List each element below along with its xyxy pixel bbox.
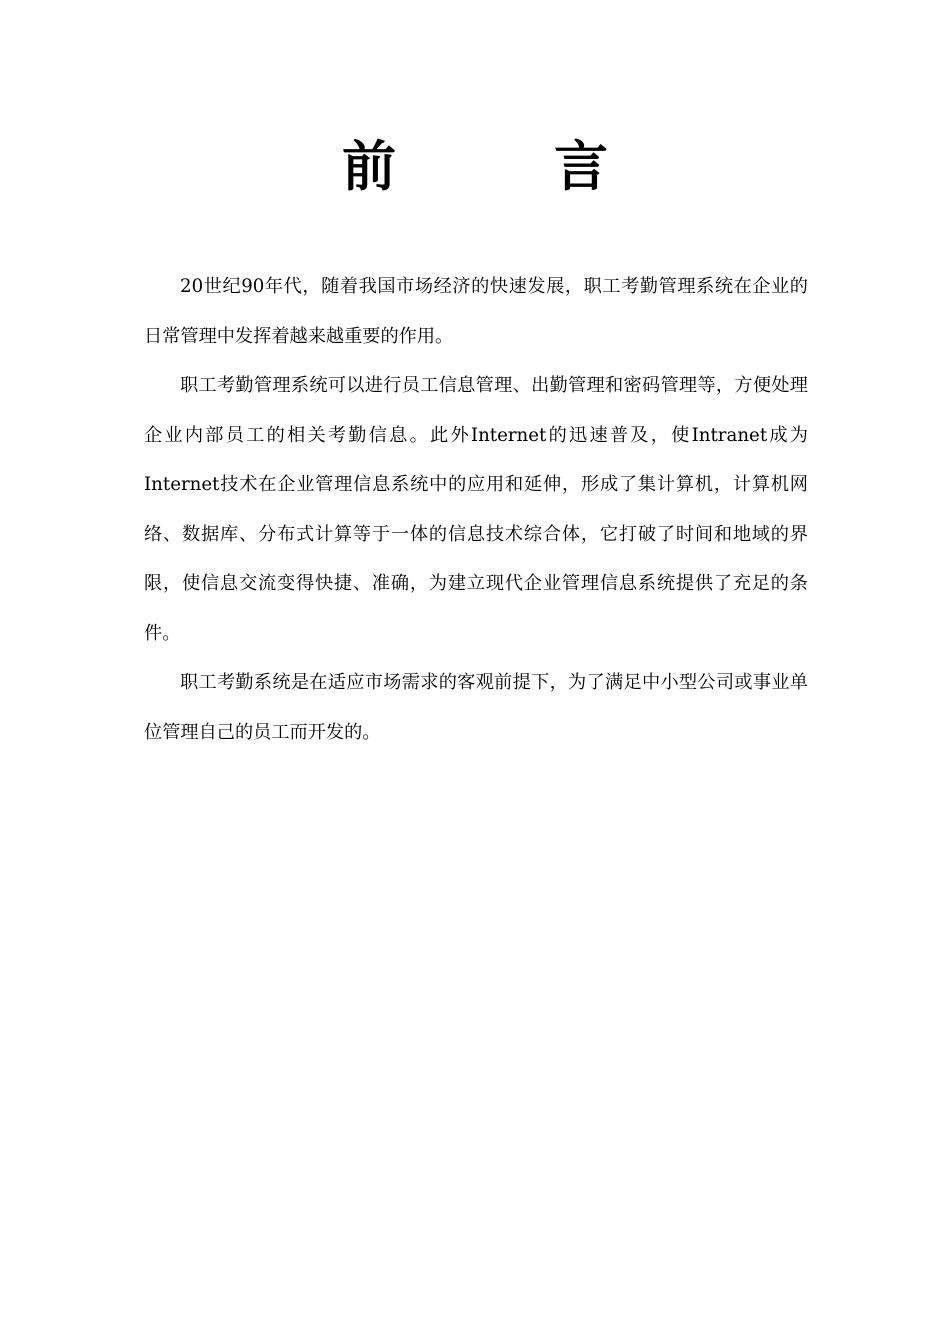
paragraph-3: 职工考勤系统是在适应市场需求的客观前提下，为了满足中小型公司或事业单位管理自己的员工而开发的。 [144,672,808,743]
document-title: 前 言 [342,134,660,198]
paragraph-1: 20世纪90年代，随着我国市场经济的快速发展，职工考勤管理系统在企业的日常管理中发挥着越来越重要的作用。 [144,276,808,347]
paragraph-2: 职工考勤管理系统可以进行员工信息管理、出勤管理和密码管理等，方便处理企业内部员工的相关考勤信息。此外Internet的迅速普及，使Intranet成为Internet技术在企业管理信息系统中的应用和延伸，形成了集计算机，计算机网络、数据库、分布式计算等于一体的信息技术综合体，它打破了时间和地域的界限，使信息交流变得快捷、准确，为建立现代企业管理信息系统提供了充足的条件。 [144,375,808,644]
document-body [144,262,808,757]
